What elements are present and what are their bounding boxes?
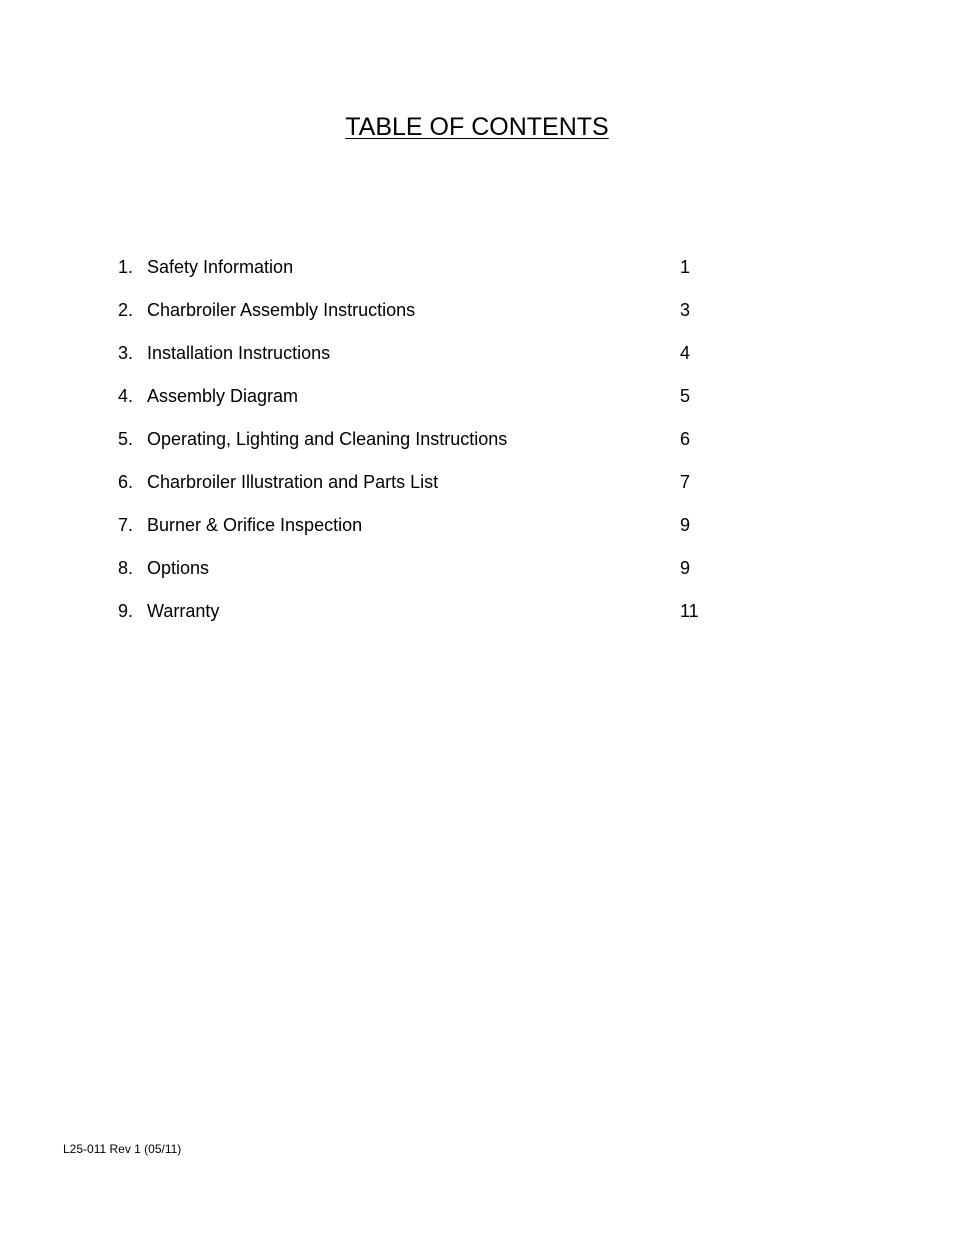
- toc-entry-title: Charbroiler Assembly Instructions: [147, 300, 416, 320]
- toc-entry-title: Installation Instructions: [147, 343, 331, 363]
- toc-entry-number: 3.: [118, 343, 134, 363]
- toc-entry-title: Warranty: [147, 601, 220, 621]
- toc-entry-page: 1: [680, 257, 691, 277]
- toc-entry-title: Burner & Orifice Inspection: [147, 515, 363, 535]
- toc-entry-title: Operating, Lighting and Cleaning Instructions: [147, 429, 508, 449]
- toc-entry: [118, 293, 718, 336]
- toc-entry-number: 5.: [118, 429, 134, 449]
- toc-entry-title: Options: [147, 558, 210, 578]
- toc-entry-page: 3: [680, 300, 691, 320]
- toc-entry-title: Safety Information: [147, 257, 294, 277]
- toc-entry-number: 4.: [118, 386, 134, 406]
- toc-entry-page: 4: [680, 343, 691, 363]
- toc-list: [118, 250, 718, 637]
- toc-entry-page: 7: [680, 472, 691, 492]
- toc-entry-number: 1.: [118, 257, 134, 277]
- document-code: L25-011 Rev 1 (05/11): [63, 1142, 182, 1156]
- toc-entry-page: 11: [680, 601, 699, 621]
- toc-entry-page: 5: [680, 386, 691, 406]
- toc-entry: [118, 508, 718, 551]
- toc-entry: [118, 551, 718, 594]
- toc-entry-number: 7.: [118, 515, 134, 535]
- toc-entry-title: Assembly Diagram: [147, 386, 299, 406]
- toc-entry-number: 6.: [118, 472, 134, 492]
- toc-entry: [118, 336, 718, 379]
- toc-entry-number: 2.: [118, 300, 134, 320]
- toc-entry: [118, 465, 718, 508]
- toc-entry-page: 9: [680, 558, 691, 578]
- toc-entry-title: Charbroiler Illustration and Parts List: [147, 472, 439, 492]
- toc-entry-number: 8.: [118, 558, 134, 578]
- toc-entry-page: 9: [680, 515, 691, 535]
- page-title: TABLE OF CONTENTS: [345, 113, 609, 141]
- toc-entry: [118, 379, 718, 422]
- toc-entry: [118, 422, 718, 465]
- toc-entry-page: 6: [680, 429, 691, 449]
- toc-entry: [118, 250, 718, 293]
- toc-entry: [118, 594, 718, 637]
- toc-entry-number: 9.: [118, 601, 134, 621]
